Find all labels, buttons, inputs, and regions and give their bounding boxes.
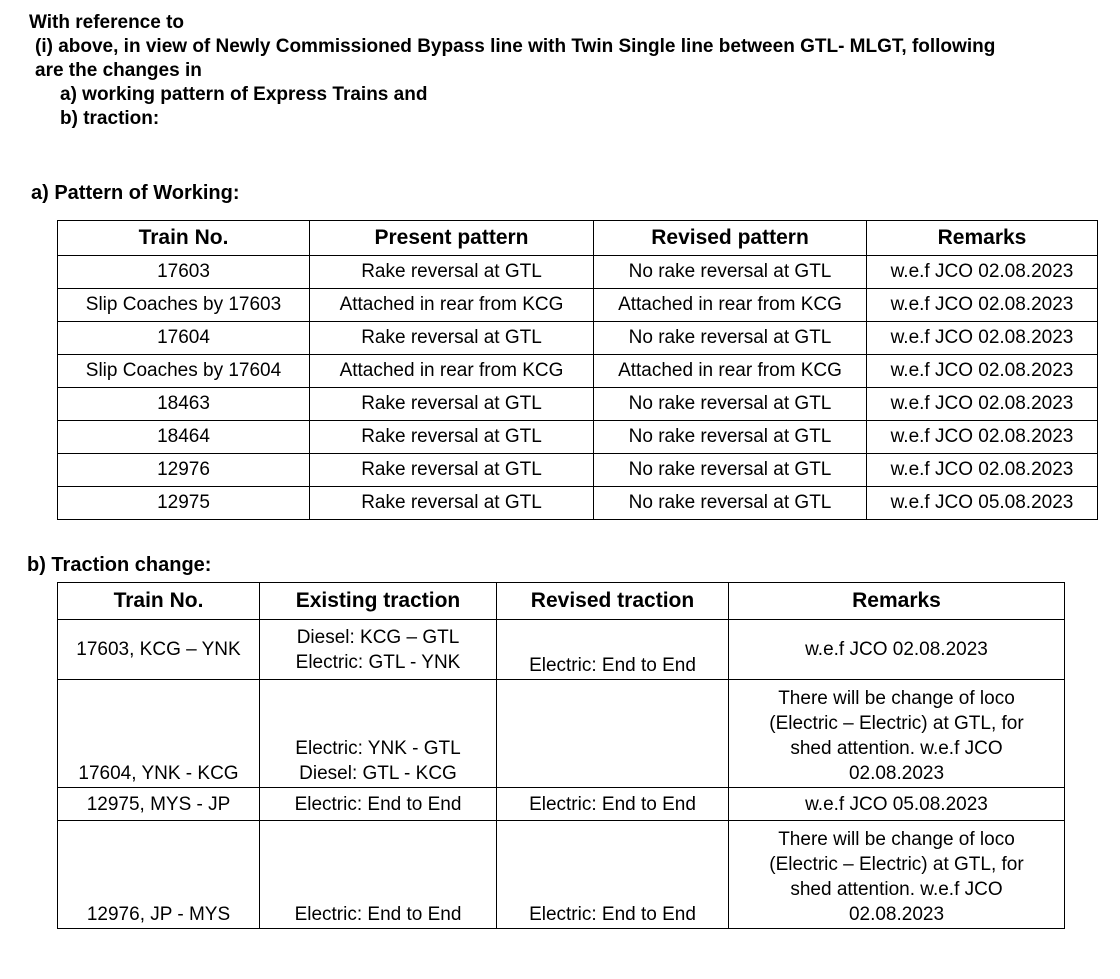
table-row [58,388,1098,421]
revised-pattern-cell: No rake reversal at GTL [594,421,867,454]
remarks-cell: w.e.f JCO 02.08.2023 [867,388,1098,421]
remarks-cell: w.e.f JCO 02.08.2023 [867,454,1098,487]
table-header-row [58,221,1098,256]
remarks-line: There will be change of loco [778,829,1015,850]
train-number-cell: Slip Coaches by 17604 [58,355,310,388]
remarks-line: w.e.f JCO 02.08.2023 [805,639,988,660]
existing-traction-line: Diesel: GTL - KCG [299,763,457,784]
column-header: Train No. [58,583,260,620]
existing-traction-line: Electric: GTL - YNK [295,651,461,673]
column-header: Train No. [58,221,310,256]
pattern-of-working-table [57,220,1098,520]
column-header: Present pattern [310,221,594,256]
revised-pattern-cell: No rake reversal at GTL [594,454,867,487]
train-number-cell: Slip Coaches by 17603 [58,289,310,322]
revised-traction-cell [497,680,729,788]
present-pattern-cell: Attached in rear from KCG [310,289,594,322]
train-number-cell: 17604, YNK - KCG [58,680,260,788]
table-row [58,289,1098,322]
table-row [58,454,1098,487]
train-number-cell: 18463 [58,388,310,421]
section-heading-traction: b) Traction change: [27,554,212,576]
table-row [58,821,1065,929]
train-number-cell: 17604 [58,322,310,355]
revised-traction-cell: Electric: End to End [497,821,729,929]
remarks-line: (Electric – Electric) at GTL, for [769,713,1024,734]
table-row [58,355,1098,388]
column-header: Remarks [867,221,1098,256]
column-header: Revised pattern [594,221,867,256]
remarks-cell: w.e.f JCO 02.08.2023 [867,421,1098,454]
existing-traction-cell [260,821,497,929]
existing-traction-line: Electric: YNK - GTL [295,738,461,759]
column-header: Revised traction [497,583,729,620]
table-row [58,322,1098,355]
table-row [58,680,1065,788]
train-number-cell: 12975, MYS - JP [58,788,260,821]
revised-pattern-cell: No rake reversal at GTL [594,256,867,289]
table-row [58,256,1098,289]
train-number-cell: 17603, KCG – YNK [58,620,260,680]
existing-traction-line: Diesel: KCG – GTL [296,626,460,648]
present-pattern-cell: Rake reversal at GTL [310,388,594,421]
column-header: Existing traction [260,583,497,620]
remarks-cell [729,680,1065,788]
intro-line: (i) above, in view of Newly Commissioned Bypass line with Twin Single line between GTL- MLGT, following [35,36,996,57]
existing-traction-line: Electric: End to End [294,904,462,925]
column-header: Remarks [729,583,1065,620]
remarks-cell: w.e.f JCO 02.08.2023 [867,355,1098,388]
remarks-line: 02.08.2023 [848,763,945,784]
remarks-cell [729,620,1065,680]
present-pattern-cell: Rake reversal at GTL [310,256,594,289]
remarks-line: 02.08.2023 [848,904,945,925]
table-row [58,487,1098,520]
remarks-cell: w.e.f JCO 02.08.2023 [867,322,1098,355]
remarks-line: There will be change of loco [778,688,1015,709]
intro-line: With reference to [29,12,185,33]
remarks-cell: w.e.f JCO 02.08.2023 [867,289,1098,322]
intro-paragraph [29,11,995,131]
remarks-cell [729,788,1065,821]
remarks-cell [729,821,1065,929]
existing-traction-cell [260,788,497,821]
traction-change-table [57,582,1065,929]
remarks-line: (Electric – Electric) at GTL, for [769,854,1024,875]
section-heading-pattern: a) Pattern of Working: [31,182,240,204]
train-number-cell: 17603 [58,256,310,289]
train-number-cell: 12976 [58,454,310,487]
existing-traction-cell [260,680,497,788]
revised-traction-cell: Electric: End to End [497,788,729,821]
remarks-line: shed attention. w.e.f JCO [790,879,1003,900]
revised-pattern-cell: Attached in rear from KCG [594,355,867,388]
intro-line: are the changes in [35,60,202,81]
intro-line: b) traction: [60,108,160,129]
table-row [58,620,1065,680]
train-number-cell: 12975 [58,487,310,520]
table-row [58,421,1098,454]
existing-traction-cell [260,620,497,680]
remarks-cell: w.e.f JCO 02.08.2023 [867,256,1098,289]
train-number-cell: 12976, JP - MYS [58,821,260,929]
revised-traction-cell: Electric: End to End [497,620,729,680]
revised-pattern-cell: Attached in rear from KCG [594,289,867,322]
table-row [58,788,1065,821]
present-pattern-cell: Rake reversal at GTL [310,487,594,520]
remarks-cell: w.e.f JCO 05.08.2023 [867,487,1098,520]
present-pattern-cell: Attached in rear from KCG [310,355,594,388]
table-header-row [58,583,1065,620]
remarks-line: w.e.f JCO 05.08.2023 [805,793,988,815]
train-number-cell: 18464 [58,421,310,454]
existing-traction-line: Electric: End to End [294,793,462,815]
present-pattern-cell: Rake reversal at GTL [310,322,594,355]
revised-pattern-cell: No rake reversal at GTL [594,487,867,520]
intro-line: a) working pattern of Express Trains and [60,84,428,105]
present-pattern-cell: Rake reversal at GTL [310,454,594,487]
present-pattern-cell: Rake reversal at GTL [310,421,594,454]
revised-pattern-cell: No rake reversal at GTL [594,322,867,355]
revised-pattern-cell: No rake reversal at GTL [594,388,867,421]
remarks-line: shed attention. w.e.f JCO [790,738,1003,759]
